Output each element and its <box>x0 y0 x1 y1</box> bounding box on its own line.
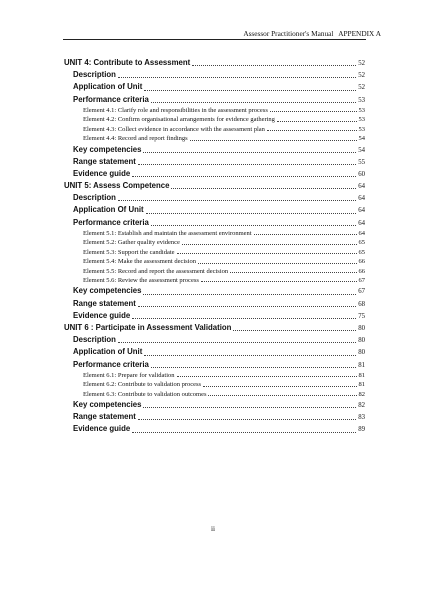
toc-entry-page: 82 <box>358 402 365 410</box>
toc-section-entry[interactable] <box>64 156 365 168</box>
toc-entry-page: 82 <box>358 390 365 398</box>
dot-leader <box>192 64 356 66</box>
dot-leader <box>201 280 357 282</box>
toc-element-entry[interactable] <box>64 134 365 143</box>
toc-section-entry[interactable] <box>64 94 365 106</box>
toc-entry-page: 65 <box>358 248 365 256</box>
toc-element-entry[interactable] <box>64 248 365 257</box>
table-of-contents <box>64 57 365 436</box>
toc-unit-entry[interactable] <box>64 57 365 69</box>
toc-entry-page: 54 <box>358 146 365 154</box>
toc-entry-page: 52 <box>358 60 365 67</box>
dot-leader <box>118 341 356 343</box>
toc-entry-page: 80 <box>358 337 365 345</box>
dot-leader <box>146 212 357 214</box>
toc-entry-page: 66 <box>358 258 365 266</box>
toc-section-entry[interactable] <box>64 423 365 435</box>
dot-leader <box>143 406 356 408</box>
toc-entry-title: Evidence guide <box>73 424 131 434</box>
dot-leader <box>132 431 356 433</box>
toc-entry-title: UNIT 6 : Participate in Assessment Validation <box>64 323 232 332</box>
toc-entry-title: Key competencies <box>73 286 142 296</box>
toc-entry-page: 66 <box>358 267 365 275</box>
toc-entry-title: Element 5.4: Make the assessment decision <box>83 258 197 266</box>
dot-leader <box>177 375 357 377</box>
toc-element-entry[interactable] <box>64 229 365 238</box>
toc-entry-page: 54 <box>358 135 365 143</box>
toc-entry-page: 80 <box>358 349 365 357</box>
toc-section-entry[interactable] <box>64 298 365 310</box>
toc-section-entry[interactable] <box>64 285 365 297</box>
dot-leader <box>203 385 356 387</box>
toc-entry-title: Element 4.3: Collect evidence in accordance with the assessment plan <box>83 125 265 133</box>
toc-entry-title: Element 4.2: Confirm organisational arrangements for evidence gathering <box>83 116 275 124</box>
toc-section-entry[interactable] <box>64 192 365 204</box>
toc-section-entry[interactable] <box>64 81 365 93</box>
toc-entry-title: Element 5.3: Support the candidate <box>83 248 175 256</box>
dot-leader <box>171 187 356 189</box>
toc-entry-page: 81 <box>358 361 365 369</box>
header-rule <box>63 39 366 40</box>
toc-unit-entry[interactable] <box>64 180 365 192</box>
toc-entry-title: Description <box>73 335 116 345</box>
dot-leader <box>277 120 357 122</box>
dot-leader <box>143 293 356 295</box>
toc-section-entry[interactable] <box>64 346 365 358</box>
toc-section-entry[interactable] <box>64 144 365 156</box>
dot-leader <box>138 163 356 165</box>
toc-section-entry[interactable] <box>64 204 365 216</box>
dot-leader <box>143 151 356 153</box>
dot-leader <box>118 76 356 78</box>
toc-entry-title: Description <box>73 70 116 80</box>
toc-entry-title: Element 5.1: Establish and maintain the assessment environment <box>83 229 252 237</box>
appendix-label: APPENDIX A <box>338 29 381 38</box>
dot-leader <box>151 101 356 103</box>
toc-element-entry[interactable] <box>64 267 365 276</box>
running-header <box>243 29 381 38</box>
toc-entry-title: Application of Unit <box>73 347 143 357</box>
dot-leader <box>151 366 356 368</box>
toc-entry-title: Performance criteria <box>73 359 149 369</box>
toc-entry-page: 83 <box>358 414 365 422</box>
dot-leader <box>198 262 356 264</box>
toc-section-entry[interactable] <box>64 334 365 346</box>
toc-entry-page: 55 <box>358 158 365 166</box>
toc-entry-title: Description <box>73 193 116 203</box>
toc-entry-page: 52 <box>358 84 365 92</box>
toc-element-entry[interactable] <box>64 380 365 389</box>
toc-entry-page: 64 <box>358 183 365 191</box>
toc-section-entry[interactable] <box>64 310 365 322</box>
toc-entry-page: 68 <box>358 300 365 308</box>
toc-element-entry[interactable] <box>64 257 365 266</box>
toc-entry-page: 52 <box>358 72 365 80</box>
toc-entry-page: 64 <box>358 219 365 227</box>
manual-title: Assessor Practitioner's Manual <box>243 29 334 38</box>
toc-entry-page: 89 <box>358 426 365 434</box>
dot-leader <box>270 110 357 112</box>
toc-entry-page: 60 <box>358 170 365 178</box>
dot-leader <box>182 243 357 245</box>
dot-leader <box>190 139 357 141</box>
toc-entry-title: Evidence guide <box>73 168 131 178</box>
toc-section-entry[interactable] <box>64 217 365 229</box>
toc-section-entry[interactable] <box>64 411 365 423</box>
toc-element-entry[interactable] <box>64 276 365 285</box>
toc-entry-page: 53 <box>358 96 365 104</box>
toc-element-entry[interactable] <box>64 106 365 115</box>
toc-entry-title: Element 4.4: Record and report findings <box>83 135 188 143</box>
toc-element-entry[interactable] <box>64 125 365 134</box>
toc-entry-title: Element 6.1: Prepare for validation <box>83 371 175 379</box>
toc-entry-title: Evidence guide <box>73 310 131 320</box>
toc-entry-title: Element 4.1: Clarify role and responsibilities in the assessment process <box>83 106 268 114</box>
dot-leader <box>144 89 356 91</box>
toc-entry-title: Performance criteria <box>73 217 149 227</box>
dot-leader <box>118 199 356 201</box>
toc-entry-page: 53 <box>358 125 365 133</box>
dot-leader <box>138 418 356 420</box>
dot-leader <box>230 271 356 273</box>
dot-leader <box>177 252 357 254</box>
toc-entry-title: Key competencies <box>73 144 142 154</box>
dot-leader <box>151 224 356 226</box>
toc-entry-title: Element 6.3: Contribute to validation outcomes <box>83 390 207 398</box>
toc-entry-page: 80 <box>358 325 365 332</box>
toc-entry-title: Range statement <box>73 156 136 166</box>
toc-entry-title: UNIT 4: Contribute to Assessment <box>64 58 191 67</box>
dot-leader <box>132 317 356 319</box>
dot-leader <box>138 305 356 307</box>
toc-section-entry[interactable] <box>64 69 365 81</box>
dot-leader <box>254 233 357 235</box>
toc-entry-title: Performance criteria <box>73 94 149 104</box>
toc-entry-page: 75 <box>358 312 365 320</box>
dot-leader <box>233 329 356 331</box>
toc-entry-page: 81 <box>358 371 365 379</box>
toc-entry-title: Element 5.6: Review the assessment process <box>83 277 199 284</box>
toc-entry-page: 64 <box>358 195 365 203</box>
toc-entry-page: 81 <box>358 381 365 389</box>
toc-entry-title: Key competencies <box>73 400 142 410</box>
toc-entry-page: 67 <box>358 277 365 284</box>
toc-entry-title: Application Of Unit <box>73 205 144 215</box>
toc-element-entry[interactable] <box>64 371 365 380</box>
toc-entry-title: Element 5.5: Record and report the assessment decision <box>83 267 229 275</box>
toc-entry-title: Element 5.2: Gather quality evidence <box>83 239 180 247</box>
toc-unit-entry[interactable] <box>64 322 365 334</box>
toc-entry-page: 65 <box>358 239 365 247</box>
toc-entry-page: 53 <box>358 116 365 124</box>
toc-section-entry[interactable] <box>64 359 365 371</box>
toc-section-entry[interactable] <box>64 399 365 411</box>
dot-leader <box>267 129 357 131</box>
toc-entry-page: 64 <box>358 229 365 237</box>
toc-entry-title: Application of Unit <box>73 82 143 92</box>
dot-leader <box>208 394 356 396</box>
toc-element-entry[interactable] <box>64 115 365 124</box>
toc-section-entry[interactable] <box>64 168 365 180</box>
toc-entry-title: Range statement <box>73 412 136 422</box>
toc-entry-title: Range statement <box>73 298 136 308</box>
toc-entry-title: UNIT 5: Assess Competence <box>64 181 170 191</box>
toc-element-entry[interactable] <box>64 238 365 247</box>
toc-entry-page: 67 <box>358 288 365 296</box>
toc-entry-page: 53 <box>358 106 365 114</box>
dot-leader <box>132 175 356 177</box>
page-number: ii <box>211 524 216 533</box>
toc-entry-title: Element 6.2: Contribute to validation process <box>83 381 202 389</box>
toc-element-entry[interactable] <box>64 390 365 399</box>
toc-entry-page: 64 <box>358 207 365 215</box>
dot-leader <box>144 354 356 356</box>
